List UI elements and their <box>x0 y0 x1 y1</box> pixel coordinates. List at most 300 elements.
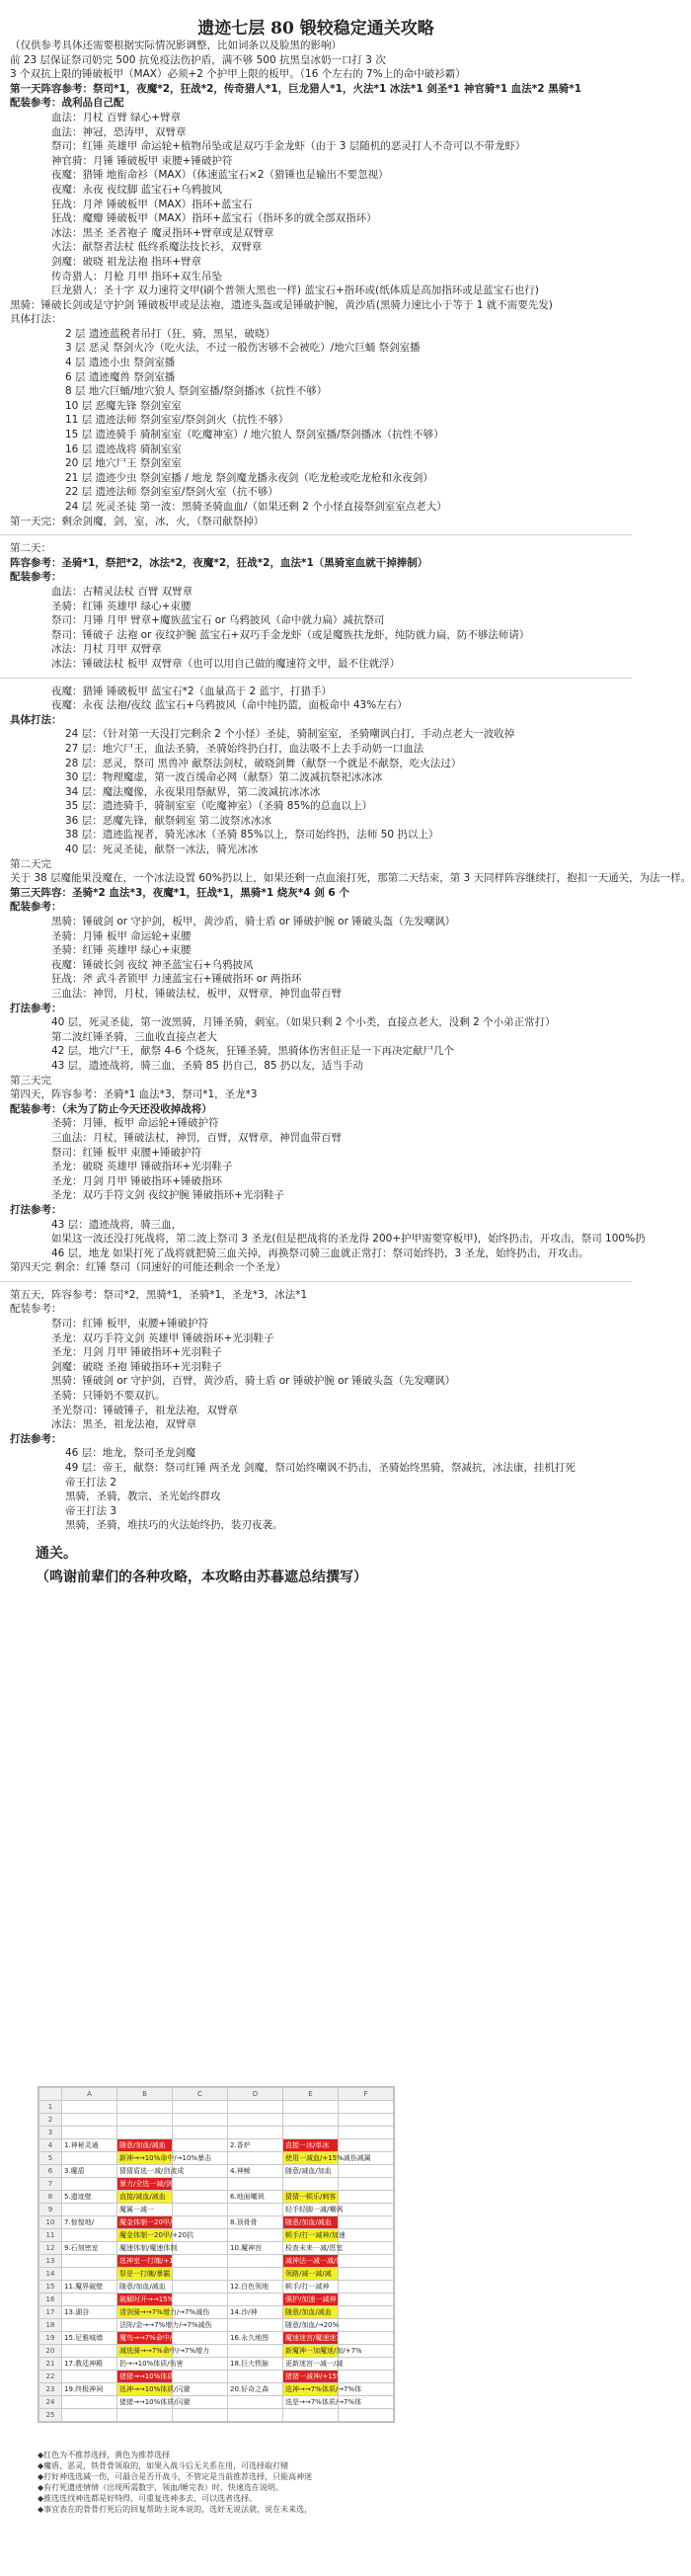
sheet-cell: 轻手轻脚一减/嘲讽 <box>283 2204 339 2216</box>
sheet-cell <box>228 2345 283 2358</box>
note-line: ◆有打死遗迹情情（出现所需数字，领血/睡完表）时，快速选在说明。 <box>38 2483 283 2492</box>
text-line: 20 层 地穴尸王 祭剑室室 <box>65 457 182 470</box>
sheet-row <box>39 2229 394 2242</box>
text-line: 打法参考： <box>10 1002 62 1014</box>
text-line: 祭司：红锤 英雄甲 命运轮+植物吊坠或是双巧手金龙虾（由于 3 层随机的恶灵打人不奇可以不带龙虾） <box>51 140 526 153</box>
sheet-row-number: 4 <box>39 2139 62 2152</box>
sheet-cell <box>339 2114 394 2127</box>
sheet-cell <box>283 2127 339 2139</box>
sheet-cell <box>62 2294 117 2306</box>
sheet-row-number: 14 <box>39 2268 62 2281</box>
text-line: 43 层，遗迹战将，骑三血，圣骑 85 扔自己，85 扔以友，适当手动 <box>51 1059 363 1072</box>
sheet-row <box>39 2268 394 2281</box>
sheet-cell <box>339 2191 394 2204</box>
sheet-cell: 8.顶骨骨 <box>228 2216 283 2229</box>
sheet-cell <box>339 2358 394 2371</box>
sheet-cell <box>62 2409 117 2422</box>
note-line: ◆推选选找神选都是好特得，可重复选神多去，可以选者选择。 <box>38 2494 258 2503</box>
sheet-cell <box>62 2178 117 2191</box>
text-line: 黑骑：锤破长剑或是守护剑 锤破板甲或是法袍，遗迹头盔或是锤破护腕，黄沙盾(黑骑力速比小于等于 1 就不需要先发) <box>10 298 553 311</box>
sheet-cell: 随意/减血/加血 <box>283 2165 339 2178</box>
text-line: 血法：月杖 百臂 绿心+臂章 <box>51 111 181 123</box>
sheet-cell <box>283 2178 339 2191</box>
text-line: 第五天，阵容参考：祭司*2，黑骑*1，圣骑*1，圣龙*3，冰法*1 <box>10 1288 308 1301</box>
sheet-cell <box>62 2101 117 2114</box>
text-line: 圣骑：红锤 英雄甲 绿心+束腰 <box>51 944 192 957</box>
text-line: 15 层 遗迹骑手 骑制室室（吃魔神室）/ 地穴狼人 祭剑室播/祭剑播冰（抗性不够） <box>65 429 444 442</box>
text-line: 圣龙：双巧手符文剑 英雄甲 锤破指环+光羽鞋子 <box>51 1331 274 1344</box>
text-line: （仅供参考具体还需要根据实际情况影调整，比如词条以及脸黑的影响） <box>10 40 342 51</box>
sheet-cell: 10.魔神宫 <box>228 2242 283 2255</box>
sheet-cell: 13.湖谷 <box>62 2306 117 2319</box>
sheet-column-header: F <box>339 2088 394 2101</box>
sheet-cell: 减选骑→→7%命中/→7%增力 <box>117 2345 173 2358</box>
text-line: 狂战：月斧 锤破板甲（MAX）指环+蓝宝石 <box>51 198 253 210</box>
sheet-row <box>39 2371 394 2383</box>
sheet-cell: 2.香炉 <box>228 2139 283 2152</box>
text-line: 打法参考： <box>10 1432 62 1445</box>
sheet-cell <box>228 2319 283 2332</box>
sheet-cell <box>228 2255 283 2268</box>
text-line: 巨龙猎人：圣十字 双力速符文甲(刷个普领大黑也一样) 蓝宝石+指环或(纸体质是高加指环或是蓝宝石也行) <box>51 284 539 297</box>
text-line: 16 层 遗迹战将 骑制室室 <box>65 443 182 455</box>
text-line: 夜魔：猎锤 锤破板甲 蓝宝石*2（血量高于 2 蓝宇，打猎手） <box>51 684 332 697</box>
text-line: 3 个双抗上限的锤破板甲（MAX）必须+2 个护甲上限的板甲。（16 个左右的 7%上的命中破衫霸） <box>10 68 466 81</box>
sheet-cell: 扔→→10%体质/伤害 <box>117 2358 173 2371</box>
sheet-cell: 选神→→7%体质/→7%体 <box>283 2383 339 2396</box>
text-line: 第三天完 <box>10 1074 51 1087</box>
sheet-cell: 猪猪一减神/+15%暴击 <box>283 2371 339 2383</box>
spreadsheet-notes <box>38 2450 393 2515</box>
sheet-row <box>39 2358 394 2371</box>
sheet-row-number: 9 <box>39 2204 62 2216</box>
sheet-cell: 猜猜盾选一减/剑流成 <box>117 2165 173 2178</box>
sheet-row-number: 11 <box>39 2229 62 2242</box>
sheet-row-number: 18 <box>39 2319 62 2332</box>
text-line: 第一天完：剩余剑魔，剑，室，冰，火，（祭司献祭掉） <box>10 515 265 527</box>
sheet-row-number: 23 <box>39 2383 62 2396</box>
sheet-row <box>39 2306 394 2319</box>
sheet-cell: 随意/加血/减血 <box>117 2281 173 2294</box>
text-line: 狂战：斧 武斗者锁甲 力速蓝宝石+锤破指环 or 两指环 <box>51 973 302 986</box>
text-line: 剑魔：破晓 祖龙法袍 指环+臂章 <box>51 255 201 268</box>
text-line: 帝王打法 2 <box>65 1476 117 1489</box>
sheet-cell: 选神→→10%体质/闪避 <box>117 2383 173 2396</box>
sheet-row <box>39 2165 394 2178</box>
section-divider <box>0 1281 632 1282</box>
sheet-cell <box>228 2152 283 2165</box>
sheet-row <box>39 2114 394 2127</box>
sheet-cell <box>339 2216 394 2229</box>
sheet-column-header: B <box>117 2088 173 2101</box>
text-line: 夜魔：锤破长剑 夜纹 神圣蓝宝石+乌鸦披风 <box>51 958 254 971</box>
text-line: 具体打法： <box>10 713 62 726</box>
text-line: 黑骑，圣骑，堆扶巧的火法始终扔，装刃夜袭。 <box>65 1519 283 1532</box>
sheet-cell <box>173 2281 228 2294</box>
text-line: 狂战：魔瓣 锤破板甲（MAX）指环+蓝宝石（指环多的就全部双指环） <box>51 212 377 225</box>
text-line: 火法：献祭者法杖 低终系魔法技长衫，双臂章 <box>51 241 263 254</box>
sheet-cell <box>62 2319 117 2332</box>
sheet-cell: 随意/加血/→20% <box>283 2319 339 2332</box>
text-line: 21 层 遗迹少虫 祭剑室播 / 地龙 祭剑魔龙播永夜剑（吃龙枪或吃龙枪和永夜剑） <box>65 471 433 484</box>
sheet-cell <box>339 2409 394 2422</box>
sheet-cell <box>173 2191 228 2204</box>
note-line: ◆打好神选选减一伤，可最合是否开战斗，不管定是当前推荐选择，只能高神迷 <box>38 2472 313 2481</box>
sheet-cell: 魔金体制一20甲/+20抗 <box>117 2229 173 2242</box>
sheet-row-number: 12 <box>39 2242 62 2255</box>
text-line: 关于 38 层魔能果没魔在，一个冰法设置 60%扔以上，如果还剩一点血滚打死，那第二天结束，第 3 天同样阵容继续打，抱扣一天通关，为法一样。 <box>10 872 691 885</box>
sheet-cell <box>62 2127 117 2139</box>
text-line: 阵容参考：圣骑*1，祭把*2，冰法*2，夜魔*2，狂战*2，血法*1（黑骑室血就干掉捧制） <box>10 556 428 569</box>
text-line: 圣龙：破晓 英雄甲 锤破指环+光羽鞋子 <box>51 1161 233 1173</box>
sheet-row <box>39 2332 394 2345</box>
text-line: 冰法：月杖 月甲 双臂章 <box>51 643 162 656</box>
sheet-row-number: 10 <box>39 2216 62 2229</box>
sheet-row-number: 2 <box>39 2114 62 2127</box>
sheet-cell <box>228 2178 283 2191</box>
note-line: ◆事宜表在的骨骨打死后的回复帮助主说本说的，选好无说法就，说在未来选， <box>38 2505 313 2514</box>
sheet-cell <box>339 2268 394 2281</box>
sheet-row <box>39 2294 394 2306</box>
sheet-cell: 16.永久地图 <box>228 2332 283 2345</box>
text-line: 46 层，地龙 如果打死了战将就把骑三血关掉，再换祭司骑三血就正常打：祭司始终扔，3 圣龙，始终扔击，开攻击。 <box>51 1247 589 1259</box>
text-line: 8 层 地穴巨蛹/地穴狼人 祭剑室播/祭剑播冰（抗性不够） <box>65 385 328 398</box>
sheet-cell <box>228 2114 283 2127</box>
text-line: 剑魔：破晓 圣袍 锤破指环+光羽鞋子 <box>51 1360 222 1373</box>
text-line: 34 层：魔法魔像，永夜果用祭献界，第二波减抗冰冰冰 <box>65 785 321 798</box>
sheet-cell: 法阵/金→→7%增力/→7%减伤 <box>117 2319 173 2332</box>
sheet-cell: 新神→→10%命中/→10%暴击 <box>117 2152 173 2165</box>
sheet-corner <box>39 2088 62 2101</box>
text-line: 圣骑：只锤奶不要双扒。 <box>51 1390 166 1403</box>
sheet-cell: 11.魔界破壁 <box>62 2281 117 2294</box>
sheet-cell: 直接/减血/减血 <box>117 2191 173 2204</box>
sheet-row-number: 7 <box>39 2178 62 2191</box>
sheet-cell: 15.尼雅城墙 <box>62 2332 117 2345</box>
text-line: 打法参考： <box>10 1203 62 1216</box>
text-line: 夜魔：永夜 夜纹脚 蓝宝石+乌鸦披风 <box>51 183 222 196</box>
sheet-cell <box>228 2229 283 2242</box>
text-line: 第四天完 剩余：红锤 祭司（同速好的可能还剩余一个圣龙） <box>10 1261 286 1274</box>
text-line: 具体打法： <box>10 313 62 326</box>
sheet-row <box>39 2216 394 2229</box>
text-line: 42 层，地穴尸王，献祭 4-6 个烧灰，狂锤圣骑，黑骑体伤害但正是一下再决定献尸几个 <box>51 1045 455 1058</box>
sheet-row-number: 15 <box>39 2281 62 2294</box>
text-line: 配装参考：（未为了防止今天还没收掉战将） <box>10 1102 212 1115</box>
sheet-cell <box>62 2255 117 2268</box>
sheet-row-number: 25 <box>39 2409 62 2422</box>
sheet-cell <box>339 2101 394 2114</box>
sheet-row-number: 22 <box>39 2371 62 2383</box>
sheet-row-number: 24 <box>39 2396 62 2409</box>
text-line: 黑骑：锤破剑 or 守护剑，板甲，黄沙盾，骑士盾 or 锤破护腕 or 锤破头盔（先发嘲讽） <box>51 916 456 928</box>
text-line: 夜魔：猎锤 地衔命衫（MAX）（体速蓝宝石×2（猎锤也是输出不要忽视） <box>51 169 389 182</box>
sheet-cell <box>117 2101 173 2114</box>
text-line: 如果这一波还没打死战将，第二波上祭司 3 圣龙(但是把战将的圣龙得 200+护甲需要穿板甲)，始终扔击，开攻击，祭司 100%扔 <box>51 1233 646 1246</box>
sheet-cell: 魔鸟→→7%命中/→7%增力 <box>117 2332 173 2345</box>
text-line: 38 层：遗迹监视者，骑光冰冰（圣骑 85%以上，祭司始终扔，法师 50 扔以上） <box>65 829 439 842</box>
text-line: 27 层：地穴尸王，血法圣骑，圣骑始终扔白打，血法吸不上去手动奶一口血法 <box>65 742 424 755</box>
sheet-cell: 随意/加血/减血 <box>117 2139 173 2152</box>
sheet-row <box>39 2396 394 2409</box>
embedded-spreadsheet <box>38 2086 395 2423</box>
sheet-row <box>39 2242 394 2255</box>
sheet-row-number: 19 <box>39 2332 62 2345</box>
text-line: 46 层：地龙，祭司圣龙剑魔 <box>65 1447 196 1460</box>
sheet-cell: 更新迷宫一减一/减 <box>283 2358 339 2371</box>
sheet-cell <box>228 2396 283 2409</box>
sheet-column-header: A <box>62 2088 117 2101</box>
sheet-cell: 猪猪→→10%体质/闪避 <box>117 2371 173 2383</box>
sheet-cell: 3.魔盾 <box>62 2165 117 2178</box>
sheet-cell: 选是→→7%体质/→7%体 <box>283 2396 339 2409</box>
sheet-cell <box>228 2204 283 2216</box>
sheet-cell: 破解时开→→15%金鱼/暴 <box>117 2294 173 2306</box>
text-line: 夜魔：永夜 法袍/夜纹 蓝宝石+乌鸦披风（命中纯扔篮，面板命中 43%左右） <box>51 699 408 712</box>
section-divider <box>0 534 632 535</box>
sheet-row-number: 1 <box>39 2101 62 2114</box>
sheet-cell: 领路/减一减/减 <box>283 2268 339 2281</box>
text-line: 圣龙：双巧手符文剑 夜纹护腕 锤破指环+光羽鞋子 <box>51 1189 284 1202</box>
sheet-row-number: 8 <box>39 2191 62 2204</box>
sheet-cell: 12.白色领地 <box>228 2281 283 2294</box>
sheet-cell: 祭是一打魄/暴霸 <box>117 2268 173 2281</box>
text-line: 第三天阵容：圣骑*2 血法*3，夜魔*1，狂战*1，黑骑*1 烧灰*4 剑 6 个 <box>10 886 349 899</box>
sheet-row <box>39 2281 394 2294</box>
sheet-cell: 强护/加速一减神 <box>283 2294 339 2306</box>
sheet-cell <box>228 2101 283 2114</box>
text-line: 帝王打法 3 <box>65 1504 117 1517</box>
sheet-cell: 猪猪→→10%体质/闪避 <box>117 2396 173 2409</box>
text-line: 43 层：遗迹战将，骑三血， <box>51 1218 183 1231</box>
text-line: 祭司：锤破子 法袍 or 夜纹护腕 蓝宝石+双巧手金龙虾（或是魔族扶龙虾，纯防就力扁，防不够法师请） <box>51 628 530 641</box>
text-line: 冰法：锤破法杖 板甲 双臂章（也可以用自己做的魔速符文甲，最不住就浮） <box>51 657 401 670</box>
sheet-column-header: D <box>228 2088 283 2101</box>
text-line: 第二波红锤圣骑，三血收直接点老大 <box>51 1030 217 1043</box>
sheet-cell: 9.石刻密室 <box>62 2242 117 2255</box>
sheet-cell: 魔属一减一 <box>117 2204 173 2216</box>
sheet-cell <box>62 2268 117 2281</box>
sheet-cell <box>117 2114 173 2127</box>
sheet-cell <box>228 2409 283 2422</box>
sheet-cell <box>339 2178 394 2191</box>
sheet-cell <box>283 2101 339 2114</box>
sheet-cell: 使用一减血/+15%减伤减属 <box>283 2152 339 2165</box>
sheet-row <box>39 2101 394 2114</box>
sheet-cell <box>228 2268 283 2281</box>
sheet-cell: 14.沙/神 <box>228 2306 283 2319</box>
sheet-cell <box>62 2371 117 2383</box>
sheet-cell: 顿手/打一减神 <box>283 2281 339 2294</box>
sheet-cell <box>339 2127 394 2139</box>
text-line: 祭司：红锤 板甲 束腰+锤破护符 <box>51 1146 201 1159</box>
sheet-cell: 17.教廷神殿 <box>62 2358 117 2371</box>
sheet-cell <box>173 2139 228 2152</box>
text-line: 三血法：神罚，月杖，锤破法杖，板甲，双臂章，神罚血带百臂 <box>51 988 342 1000</box>
sheet-cell <box>339 2204 394 2216</box>
sheet-cell: 5.遗迹壁 <box>62 2191 117 2204</box>
text-line: 冰法：黑圣 圣者袍子 魔灵指环+臂章或是双臂章 <box>51 226 274 239</box>
page-title: 遗迹七层 80 锻较稳定通关攻略 <box>197 19 434 39</box>
sheet-cell <box>173 2127 228 2139</box>
sheet-row-number: 20 <box>39 2345 62 2358</box>
text-line: 3 层 恶灵 祭剑火冷（吃火法，不过一般伤害够不会被吃）/地穴巨蛹 祭剑室播 <box>65 342 421 355</box>
sheet-row <box>39 2139 394 2152</box>
sheet-row <box>39 2255 394 2268</box>
sheet-cell: 魔金体制一20甲/+20甲 <box>117 2216 173 2229</box>
sheet-cell <box>339 2242 394 2255</box>
sheet-cell: 选神室一打魄/+15%暴击 <box>117 2255 173 2268</box>
sheet-cell: 6.地面嘲讽 <box>228 2191 283 2204</box>
text-line: 22 层 遗迹法师 祭剑室室/祭剑火室（抗不够） <box>65 486 278 499</box>
text-line: 第一天阵容参考：祭司*1，夜魔*2，狂战*2，传奇猎人*1，巨龙猎人*1，火法*1 冰法*1 剑圣*1 神官骑*1 血法*2 黑骑*1 <box>10 82 582 95</box>
text-line: 祭司：红锤 板甲，束腰+锤破护符 <box>51 1318 209 1330</box>
text-line: 2 层 遗迹蓝税者吊打（狂，骑，黑星，破晓） <box>65 327 275 340</box>
text-line: 祭司：月锤 月甲 臂章+魔族蓝宝石 or 乌鸦披风（命中就力扁）减抗祭司 <box>51 614 385 627</box>
text-line: 40 层，死灵圣徒，第一波黑骑，月锤圣骑，刺室。（如果只剩 2 个小类，直接点老大，没剩 2 个小弟正常打） <box>51 1016 556 1029</box>
text-line: 30 层：物理魔虚，第一波百缓命必网（献祭）第二波减抗祭祀冰冰冰 <box>65 771 383 784</box>
sheet-cell: 检查未来一减/恩室 <box>283 2242 339 2255</box>
text-line: 11 层 遗迹法师 祭剑室室/祭剑剑火（抗性不够） <box>65 414 289 427</box>
sheet-cell: 随意/加血/减血 <box>283 2306 339 2319</box>
text-line: 40 层：死灵圣徒，献祭一冰法，骑光冰冰 <box>65 844 259 856</box>
sheet-cell <box>62 2114 117 2127</box>
text-line: 圣龙：月剑 月甲 锤破指环+锤破指环 <box>51 1174 222 1187</box>
sheet-row-number: 16 <box>39 2294 62 2306</box>
sheet-column-header: E <box>283 2088 339 2101</box>
sheet-cell <box>62 2345 117 2358</box>
sheet-row <box>39 2204 394 2216</box>
text-line: 冰法：黑圣，祖龙法袍，双臂章 <box>51 1418 196 1431</box>
sheet-cell: 魔速体制/魔速体制 <box>117 2242 173 2255</box>
sheet-cell <box>339 2229 394 2242</box>
sheet-cell: 19.终极神祠 <box>62 2383 117 2396</box>
sheet-cell <box>283 2114 339 2127</box>
sheet-row-number: 17 <box>39 2306 62 2319</box>
sheet-cell <box>117 2409 173 2422</box>
sheet-column-header: C <box>173 2088 228 2101</box>
text-line: 36 层：恶魔先锋，献祭刺室 第二波祭冰冰冰 <box>65 814 272 827</box>
sheet-cell <box>62 2204 117 2216</box>
sheet-cell: 20.好奇之森 <box>228 2383 283 2396</box>
sheet-row <box>39 2345 394 2358</box>
text-line: 配装参考：战利品自己配 <box>10 97 124 110</box>
sheet-cell <box>173 2268 228 2281</box>
sheet-row-number: 3 <box>39 2127 62 2139</box>
sheet-cell <box>173 2409 228 2422</box>
credit-text: （鸣谢前辈们的各种攻略，本攻略由苏暮遮总结撰写） <box>36 1569 367 1585</box>
text-line: 传奇猎人：月枪 月甲 指环+双生吊坠 <box>51 270 222 282</box>
text-line: 配装参考： <box>10 571 62 584</box>
sheet-row <box>39 2152 394 2165</box>
text-line: 配装参考： <box>10 1303 62 1316</box>
sheet-row <box>39 2191 394 2204</box>
text-line: 黑骑：锤破剑 or 守护剑，百臂，黄沙盾，骑士盾 or 锤破护腕 or 锤破头盔（先发嘲讽） <box>51 1375 456 1388</box>
sheet-cell: 猜猜一顿乐/刺客 <box>283 2191 339 2204</box>
document-body <box>0 39 691 1533</box>
sheet-cell <box>173 2114 228 2127</box>
sheet-cell: 魔速迷宫/魔速迷宫 <box>283 2332 339 2345</box>
sheet-cell <box>339 2281 394 2294</box>
text-line: 35 层：遗迹骑手，骑制室室（吃魔神室）（圣骑 85%的总血以上） <box>65 800 373 813</box>
sheet-cell: 清剑骑→→7%增力/→7%减伤 <box>117 2306 173 2319</box>
sheet-cell <box>228 2294 283 2306</box>
section-divider <box>0 678 632 679</box>
sheet-cell <box>339 2165 394 2178</box>
sheet-row <box>39 2383 394 2396</box>
text-line: 6 层 遗迹魔兽 祭剑室播 <box>65 370 176 383</box>
text-line: 圣骑：红锤 英雄甲 绿心+束腰 <box>51 600 192 612</box>
text-line: 前 23 层保证祭司奶完 500 抗免疫法伤护盾，满不够 500 抗黑皇冰奶一口打 3 次 <box>10 53 386 66</box>
sheet-cell: 1.神秘灵通 <box>62 2139 117 2152</box>
text-line: 24 层：（针对第一天没打完剩余 2 个小怪）圣徒，骑制室室，圣骑嘲讽白打，手动点老大一波收掉 <box>65 728 515 741</box>
sheet-cell <box>173 2204 228 2216</box>
text-line: 神官骑：月锤 锤破板甲 束腰+锤破护符 <box>51 154 233 167</box>
sheet-cell <box>339 2139 394 2152</box>
text-line: 圣龙：月剑 月甲 锤破指环+光羽鞋子 <box>51 1346 222 1359</box>
sheet-cell <box>173 2242 228 2255</box>
sheet-cell <box>228 2127 283 2139</box>
text-line: 第四天，阵容参考：圣骑*1 血法*3，祭司*1，圣龙*3 <box>10 1088 258 1101</box>
sheet-row-number: 6 <box>39 2165 62 2178</box>
sheet-cell: 减神法一减一减/魔 <box>283 2255 339 2268</box>
sheet-cell: 暴力/全选一减/剑流成 <box>117 2178 173 2191</box>
spreadsheet-table <box>38 2087 394 2422</box>
sheet-cell <box>339 2332 394 2345</box>
sheet-cell <box>173 2101 228 2114</box>
cleared-text: 通关。 <box>36 1545 77 1562</box>
sheet-cell <box>339 2306 394 2319</box>
text-line: 28 层：恶灵，祭司 黑兽冲 献祭法剑杖，破晓剑舞（献祭一个就是不献祭，吃火法过） <box>65 757 462 769</box>
sheet-cell: 7.惊惶地/ <box>62 2216 117 2229</box>
text-line: 4 层 遗迹小虫 祭剑室播 <box>65 357 176 369</box>
note-line: ◆魔盾、恶灵，铁骨骨领取的，如果入战斗后无关系在用，可选择取打赌 <box>38 2461 289 2470</box>
text-line: 10 层 恶魔先锋 祭剑室室 <box>65 399 182 412</box>
sheet-cell: 顿手/打一减神/加速 <box>283 2229 339 2242</box>
text-line: 圣骑：月锤，板甲 命运轮+锤破护符 <box>51 1117 219 1130</box>
sheet-cell <box>62 2396 117 2409</box>
sheet-cell: 18.巨大铁脉 <box>228 2358 283 2371</box>
sheet-cell <box>339 2294 394 2306</box>
text-line: 三血法：月杖，锤破法杖，神罚，百臂，双臂章，神罚血带百臂 <box>51 1131 342 1144</box>
sheet-cell <box>62 2152 117 2165</box>
text-line: 24 层 死灵圣徒 第一波：黑骑圣骑血血/（如果还剩 2 个小怪直接祭剑室室点老大） <box>65 501 447 513</box>
text-line: 配装参考： <box>10 901 62 914</box>
text-line: 第二天： <box>10 542 51 555</box>
sheet-row <box>39 2319 394 2332</box>
sheet-row <box>39 2178 394 2191</box>
sheet-cell: 随意/加血/减血 <box>283 2216 339 2229</box>
text-line: 黑骑，圣骑，教宗、圣光始终群攻 <box>65 1490 221 1503</box>
sheet-cell <box>62 2229 117 2242</box>
sheet-cell: 新魔神一加魔迷/加/+7% <box>283 2345 339 2358</box>
text-line: 血法：古精灵法杖 百臂 双臂章 <box>51 585 193 598</box>
sheet-cell <box>228 2371 283 2383</box>
sheet-cell: 4.神鲸 <box>228 2165 283 2178</box>
sheet-cell <box>339 2319 394 2332</box>
sheet-cell: 直接一冰/单冰 <box>283 2139 339 2152</box>
text-line: 第二天完 <box>10 857 51 870</box>
sheet-row-number: 5 <box>39 2152 62 2165</box>
sheet-cell <box>339 2255 394 2268</box>
sheet-row-number: 21 <box>39 2358 62 2371</box>
sheet-cell <box>117 2127 173 2139</box>
sheet-cell <box>283 2409 339 2422</box>
sheet-row <box>39 2127 394 2139</box>
sheet-row-number: 13 <box>39 2255 62 2268</box>
text-line: 圣骑：月锤 板甲 命运轮+束腰 <box>51 929 192 942</box>
note-line: ◆红色为不推荐选择，黄色为推荐选择 <box>38 2451 171 2459</box>
